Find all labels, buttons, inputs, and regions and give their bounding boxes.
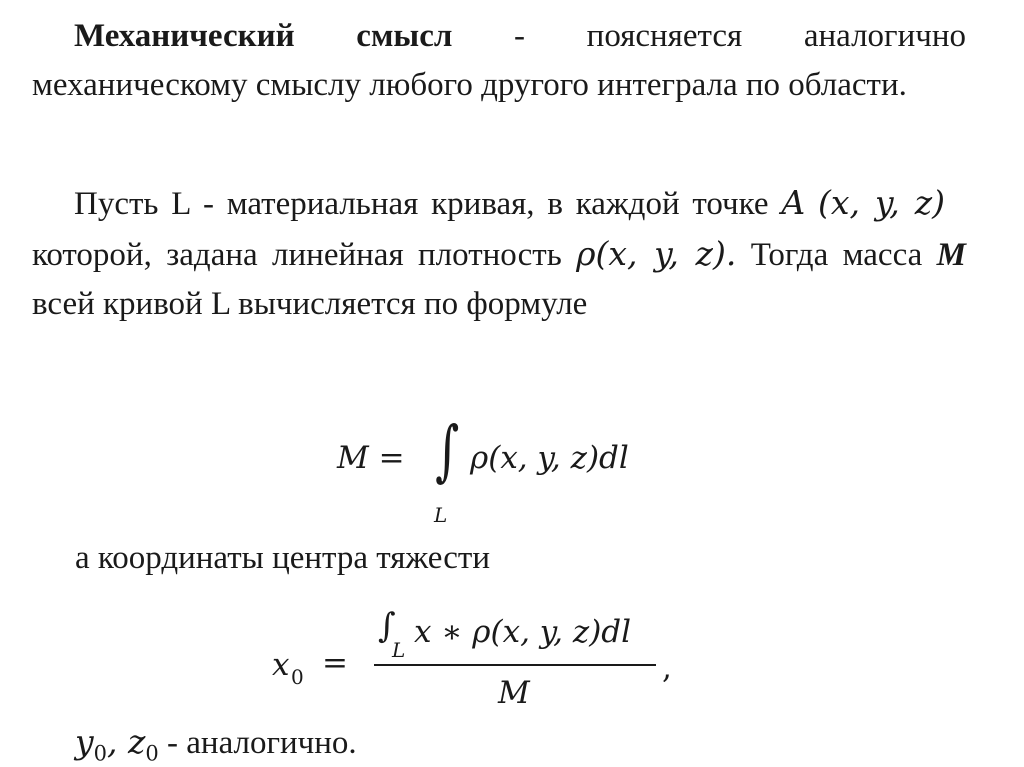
- numerator-integral-sign: ∫: [378, 606, 396, 646]
- paragraph-2-text-4: всей кривой L вычисляется по формуле: [32, 286, 588, 322]
- formula-mass-lhs: M =: [337, 440, 405, 476]
- paragraph-center-of-gravity: а координаты центра тяжести: [75, 540, 490, 576]
- paragraph-4-text: - аналогично.: [158, 725, 357, 761]
- x0-symbol: x: [272, 647, 290, 683]
- separator: ,: [107, 722, 129, 761]
- paragraph-2-text-3: Тогда масса: [736, 237, 937, 273]
- density-rho: ρ(x, y, z).: [576, 234, 737, 273]
- point-a: A: [781, 183, 806, 222]
- z0-subscript: 0: [145, 741, 159, 766]
- paragraph-y0-z0: [75, 722, 357, 766]
- x0-numerator: x ∗ ρ(x, y, z)dl: [414, 614, 632, 650]
- y0-subscript: 0: [93, 741, 108, 766]
- term-mechanical-meaning: Механический смысл: [74, 18, 453, 54]
- paragraph-2-text-2: которой, задана линейная плотность: [32, 237, 562, 273]
- formula-mass-body: ρ(x, y, z)dl: [470, 440, 629, 476]
- x0-equals: =: [322, 645, 348, 681]
- x0-subscript: 0: [291, 665, 304, 689]
- paragraph-material-curve: [32, 178, 966, 329]
- fraction-bar: [374, 664, 656, 666]
- y0-symbol: y: [75, 722, 94, 761]
- integral-limit: L: [434, 503, 448, 527]
- numerator-integral-limit: L: [392, 638, 406, 662]
- integral-sign: ∫: [435, 412, 460, 489]
- z0-symbol: z: [128, 722, 146, 761]
- coords-xyz: (x, y, z): [817, 183, 945, 222]
- paragraph-1-text: - поясняется аналогично механическому смыслу любого другого интеграла по области.: [32, 18, 966, 103]
- paragraph-2-text-1: Пусть L - материальная кривая, в каждой точке: [74, 186, 769, 222]
- paragraph-mechanical-meaning: [32, 12, 966, 110]
- mass-symbol: M: [936, 237, 967, 273]
- x0-denominator: M: [498, 675, 530, 711]
- x0-comma: ,: [662, 650, 672, 686]
